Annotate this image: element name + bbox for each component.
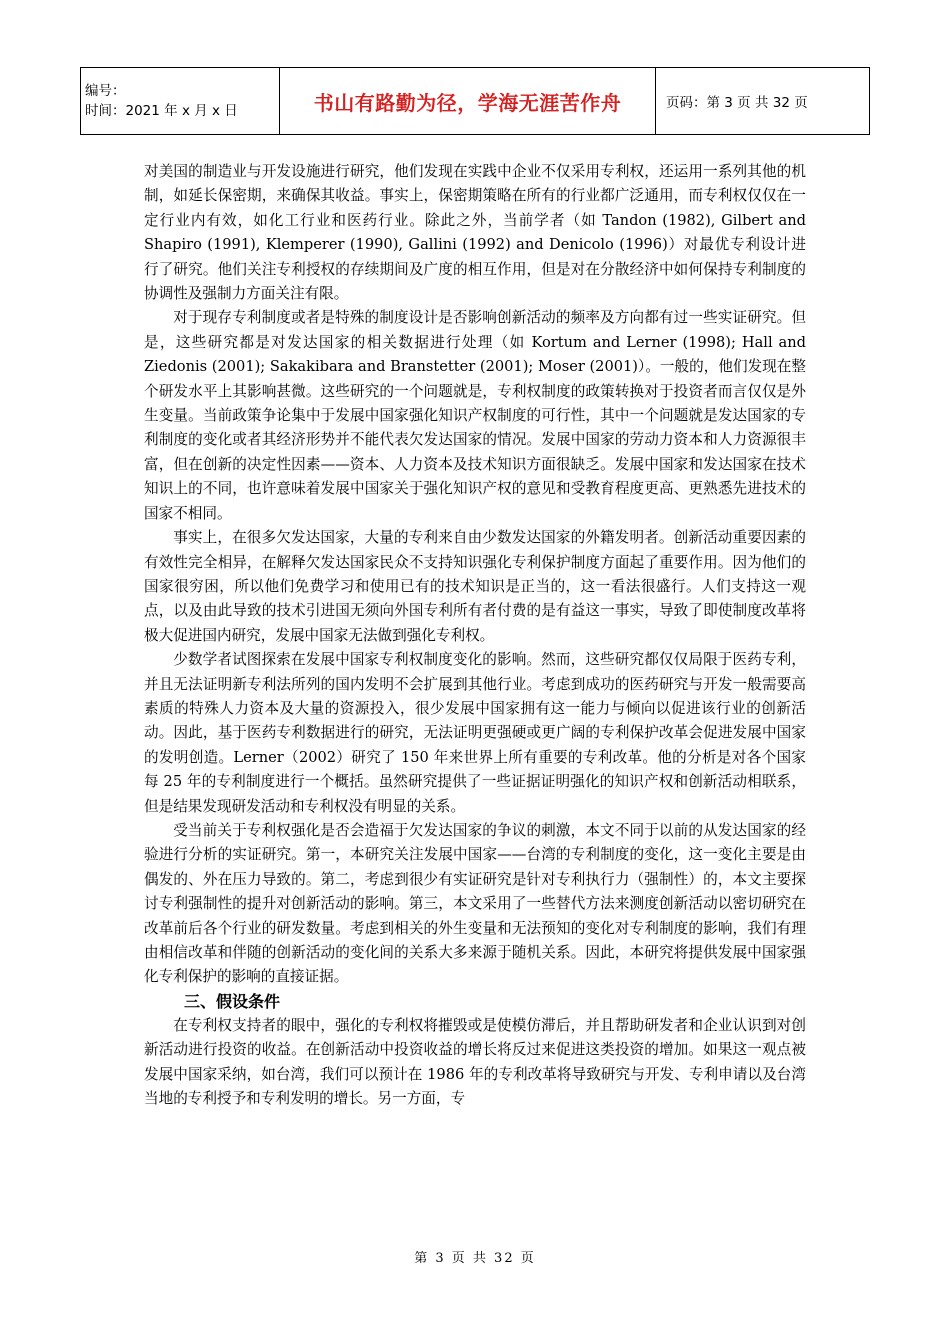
document-body bbox=[144, 160, 806, 1111]
document-number-label: 编号： bbox=[85, 83, 126, 99]
section-heading-assumptions: 三、假设条件 bbox=[184, 991, 281, 1011]
header-motto: 书山有路勤为径，学海无涯苦作舟 bbox=[280, 68, 656, 135]
paragraph-1: 对美国的制造业与开发设施进行研究，他们发现在实践中企业不仅采用专利权，还运用一系列其他的机制，如延长保密期，来确保其收益。事实上，保密期策略在所有的行业都广泛通用，而专利权仅仅在一定行业内有效，如化工行业和医药行业。除此之外，当前学者（如 Tandon (1982), Gilbert and Shapiro (1991), Klemperer (1990), Gallini (1992) and Denicolo (1996)）对最优专利设计进行了研究。他们关注专利授权的存续期间及广度的相互作用，但是对在分散经济中如何保持专利制度的协调性及强制力方面关注有限。 bbox=[144, 163, 806, 303]
paragraph-2: 对于现存专利制度或者是特殊的制度设计是否影响创新活动的频率及方向都有过一些实证研究。但是，这些研究都是对发达国家的相关数据进行处理（如 Kortum and Lerner (1998); Hall and Ziedonis (2001); Sakakibara and Branstetter (2001); Moser (2001)）。一般的，他们发现在整个研发水平上其影响甚微。这些研究的一个问题就是，专利权制度的政策转换对于投资者而言仅仅是外生变量。当前政策争论集中于发展中国家强化知识产权制度的可行性，其中一个问题就是发达国家的专利制度的变化或者其经济形势并不能代表欠发达国家的情况。发展中国家的劳动力资本和人力资源很丰富，但在创新的决定性因素——资本、人力资本及技术知识方面很缺乏。发展中国家和发达国家在技术知识上的不同，也许意味着发展中国家关于强化知识产权的意见和受教育程度更高、更熟悉先进技术的国家不相同。 bbox=[144, 309, 806, 522]
header-page-number: 页码：第 3 页 共 32 页 bbox=[656, 68, 870, 135]
paragraph-5: 受当前关于专利权强化是否会造福于欠发达国家的争议的刺激，本文不同于以前的从发达国家的经验进行分析的实证研究。第一，本研究关注发展中国家——台湾的专利制度的变化，这一变化主要是由偶发的、外在压力导致的。第二，考虑到很少有实证研究是针对专利执行力（强制性）的，本文主要探讨专利强制性的提升对创新活动的影响。第三，本文采用了一些替代方法来测度创新活动以密切研究在改革前后各个行业的研发数量。考虑到相关的外生变量和无法预知的变化对专利制度的影响，我们有理由相信改革和伴随的创新活动的变化间的关系大多来源于随机关系。因此，本研究将提供发展中国家强化专利保护的影响的直接证据。 bbox=[144, 821, 806, 986]
header-meta-cell bbox=[81, 68, 280, 135]
document-time-label: 时间：2021 年 x 月 x 日 bbox=[85, 103, 238, 119]
paragraph-3: 事实上，在很多欠发达国家，大量的专利来自由少数发达国家的外籍发明者。创新活动重要因素的有效性完全相异，在解释欠发达国家民众不支持知识强化专利保护制度方面起了重要作用。因为他们的国家很穷困，所以他们免费学习和使用已有的技术知识是正当的，这一看法很盛行。人们支持这一观点，以及由此导致的技术引进国无须向外国专利所有者付费的是有益这一事实，导致了即使制度改革将极大促进国内研究，发展中国家无法做到强化专利权。 bbox=[144, 529, 806, 644]
paragraph-6: 在专利权支持者的眼中，强化的专利权将摧毁或是使模仿滞后，并且帮助研发者和企业认识到对创新活动进行投资的收益。在创新活动中投资收益的增长将反过来促进这类投资的增加。如果这一观点被发展中国家采纳，如台湾，我们可以预计在 1986 年的专利改革将导致研究与开发、专利申请以及台湾当地的专利授予和专利发明的增长。另一方面，专 bbox=[144, 1016, 806, 1108]
paragraph-4: 少数学者试图探索在发展中国家专利权制度变化的影响。然而，这些研究都仅仅局限于医药专利，并且无法证明新专利法所列的国内发明不会扩展到其他行业。考虑到成功的医药研究与开发一般需要高素质的特殊人力资本及大量的资源投入，很少发展中国家拥有这一能力与倾向以促进该行业的创新活动。因此，基于医药专利数据进行的研究，无法证明更强硬或更广阔的专利保护改革会促进发展中国家的发明创造。Lerner（2002）研究了 150 年来世界上所有重要的专利改革。他的分析是对各个国家每 25 年的专利制度进行一个概括。虽然研究提供了一些证据证明强化的知识产权和创新活动相联系，但是结果发现研发活动和专利权没有明显的关系。 bbox=[144, 651, 806, 815]
page-header bbox=[80, 67, 870, 135]
page-footer: 第 3 页 共 32 页 bbox=[414, 1251, 536, 1266]
